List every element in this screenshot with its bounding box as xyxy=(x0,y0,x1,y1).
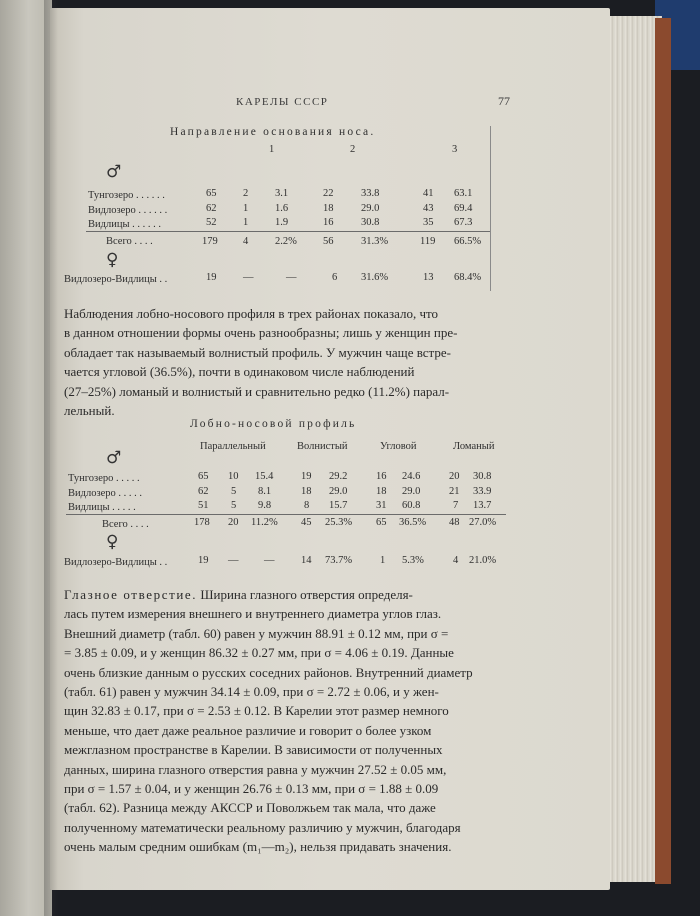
running-title: КАРЕЛЫ СССР xyxy=(236,96,329,108)
table-cell: — xyxy=(286,272,297,283)
table-cell: 41 xyxy=(423,188,434,199)
table-cell: 20 xyxy=(228,517,239,528)
table-cell: 33.9 xyxy=(473,486,492,497)
table-cell: 7 xyxy=(453,500,459,511)
table-cell: — xyxy=(228,555,239,566)
table-caption: Направление основания носа. xyxy=(170,126,376,138)
text-line: межглазном пространстве в Карелии. В зависимости от полученных xyxy=(64,742,443,758)
table-cell: 18 xyxy=(323,203,334,214)
column-group-header: Угловой xyxy=(380,441,417,452)
row-label: Видлицы . . . . . . xyxy=(88,219,161,230)
table-cell: 15.7 xyxy=(329,500,348,511)
table-cell: 62 xyxy=(206,203,217,214)
table-cell: 33.8 xyxy=(361,188,380,199)
table-cell: 2.2% xyxy=(275,236,297,247)
table-cell: 179 xyxy=(202,236,218,247)
table-cell: 65 xyxy=(206,188,217,199)
row-label: Видлозеро-Видлицы . . xyxy=(64,274,168,285)
book-page xyxy=(50,8,610,890)
table-cell: 3.1 xyxy=(275,188,289,199)
text-fragment: Ширина глазного отверстия определя- xyxy=(200,587,413,602)
page-number: 77 xyxy=(498,94,510,108)
table-cell: 18 xyxy=(301,486,312,497)
table-cell: 13.7 xyxy=(473,500,492,511)
text-line xyxy=(64,585,530,604)
table-cell: 4 xyxy=(453,555,459,566)
table-cell: 52 xyxy=(206,217,217,228)
table-cell: 36.5% xyxy=(399,517,427,528)
table-cell: 1 xyxy=(243,203,249,214)
column-group-header: 1 xyxy=(269,144,275,155)
table-cell: 22 xyxy=(323,188,334,199)
table-cell: 31.3% xyxy=(361,236,389,247)
text-line: обладает так называемый волнистый профиль. У мужчин чаще встре- xyxy=(64,344,451,360)
table-cell: 6 xyxy=(332,272,338,283)
table-cell: 5.3% xyxy=(402,555,424,566)
table-cell: 19 xyxy=(206,272,217,283)
table-cell: 24.6 xyxy=(402,471,421,482)
text-line: лельный. xyxy=(64,403,115,419)
book-cover-edge xyxy=(655,18,671,884)
text-line: = 3.85 ± 0.09, и у женщин 86.32 ± 0.27 мм, при σ = 4.06 ± 0.19. Данные xyxy=(64,645,454,661)
text-line: в данном отношении формы очень разнообразны; лишь у женщин пре- xyxy=(64,325,458,341)
table-cell: 14 xyxy=(301,555,312,566)
table-cell: 27.0% xyxy=(469,517,497,528)
table-cell: 16 xyxy=(323,217,334,228)
text-line: (табл. 62). Разница между АКССР и Поволжьем так мала, что даже xyxy=(64,800,436,816)
text-line: меньше, что дает даже реальное различие и говорит о более узком xyxy=(64,722,432,738)
table-cell: 16 xyxy=(376,471,387,482)
table-cell: 5 xyxy=(231,500,237,511)
text-line: очень близкие данным о русских соседних районов. Внутренний диаметр xyxy=(64,664,473,680)
male-symbol: ♂ xyxy=(106,448,122,468)
table-cell: 60.8 xyxy=(402,500,421,511)
table-cell: 8.1 xyxy=(258,486,272,497)
table-rule xyxy=(86,231,490,232)
table-cell: 67.3 xyxy=(454,217,473,228)
table-cell: 1 xyxy=(243,217,249,228)
table-cell: 48 xyxy=(449,517,460,528)
table-cell: 9.8 xyxy=(258,500,272,511)
row-label: Видлозеро . . . . . . xyxy=(88,205,168,216)
table-cell: 56 xyxy=(323,236,334,247)
table-cell: 178 xyxy=(194,517,210,528)
table-cell: 29.2 xyxy=(329,471,348,482)
text-line: (табл. 61) равен у мужчин 34.14 ± 0.09, при σ = 2.72 ± 0.06, и у жен- xyxy=(64,684,439,700)
row-label: Видлозеро-Видлицы . . xyxy=(64,557,168,568)
table-cell: 29.0 xyxy=(329,486,348,497)
table-cell: 66.5% xyxy=(454,236,482,247)
text-line: чается угловой (36.5%), почти в одинаковом числе наблюдений xyxy=(64,364,415,380)
table-cell: 10 xyxy=(228,471,239,482)
column-group-header: 2 xyxy=(350,144,356,155)
male-symbol: ♂ xyxy=(106,162,122,182)
total-row-label: Всего . . . . xyxy=(106,236,153,247)
row-label: Видлицы . . . . . xyxy=(68,502,136,513)
table-cell: 30.8 xyxy=(473,471,492,482)
table-cell: 19 xyxy=(301,471,312,482)
section-heading: Глазное отверстие. xyxy=(64,587,198,602)
table-cell: 119 xyxy=(420,236,436,247)
table-cell: — xyxy=(264,555,275,566)
table-cell: 5 xyxy=(231,486,237,497)
table-cell: 62 xyxy=(198,486,209,497)
table-cell: 18 xyxy=(376,486,387,497)
table-cell: 65 xyxy=(198,471,209,482)
table-cell: 43 xyxy=(423,203,434,214)
text-line: данных, ширина глазного отверстия равна у мужчин 27.52 ± 0.05 мм, xyxy=(64,761,447,777)
table-rule xyxy=(66,514,506,515)
table-cell: 8 xyxy=(304,500,310,511)
table-cell: 63.1 xyxy=(454,188,473,199)
text-line: очень малым средним ошибкам (m₁—m₂), нельзя придавать значения. xyxy=(64,839,452,855)
column-group-header: Ломаный xyxy=(453,441,495,452)
table-cell: 65 xyxy=(376,517,387,528)
row-label: Тунгозеро . . . . . . xyxy=(88,190,165,201)
text-line: щин 32.83 ± 0.17, при σ = 2.53 ± 0.12. В Карелии этот размер немного xyxy=(64,703,449,719)
table-cell: 31 xyxy=(376,500,387,511)
text-line: Наблюдения лобно-носового профиля в трех районах показало, что xyxy=(64,306,438,321)
table-cell: — xyxy=(243,272,254,283)
paragraph-profile xyxy=(64,304,526,420)
female-symbol: ♀ xyxy=(106,250,119,270)
text-line: при σ = 1.57 ± 0.04, и у женщин 26.76 ± 0.13 мм, при σ = 1.88 ± 0.09 xyxy=(64,781,439,797)
table-cell: 45 xyxy=(301,517,312,528)
column-group-header: Параллельный xyxy=(200,441,266,452)
table-caption: Лобно-носовой профиль xyxy=(190,418,357,430)
table-cell: 20 xyxy=(449,471,460,482)
table-cell: 1.6 xyxy=(275,203,289,214)
table-cell: 73.7% xyxy=(325,555,353,566)
text-line: (27–25%) ломаный и волнистый и сравнительно редко (11.2%) парал- xyxy=(64,383,450,399)
table-cell: 1 xyxy=(380,555,386,566)
table-cell: 21 xyxy=(449,486,460,497)
table-cell: 68.4% xyxy=(454,272,482,283)
text-line: лась путем измерения внешнего и внутреннего диаметра углов глаз. xyxy=(64,606,442,622)
column-group-header: 3 xyxy=(452,144,458,155)
table-cell: 21.0% xyxy=(469,555,497,566)
table-cell: 35 xyxy=(423,217,434,228)
table-right-border xyxy=(490,126,491,291)
table-cell: 15.4 xyxy=(255,471,274,482)
table-cell: 29.0 xyxy=(402,486,421,497)
table-cell: 30.8 xyxy=(361,217,380,228)
paragraph-eye-opening xyxy=(64,585,530,857)
table-cell: 31.6% xyxy=(361,272,389,283)
page-stack-edge xyxy=(604,16,662,882)
text-line: Внешний диаметр (табл. 60) равен у мужчин 88.91 ± 0.12 мм, при σ = xyxy=(64,625,449,641)
table-cell: 69.4 xyxy=(454,203,473,214)
text-line: полученному математически реальному различию у мужчин, благодаря xyxy=(64,819,461,835)
column-group-header: Волнистый xyxy=(297,441,348,452)
table-cell: 11.2% xyxy=(251,517,278,528)
book-gutter-shadow xyxy=(44,0,58,916)
row-label: Тунгозеро . . . . . xyxy=(68,473,140,484)
table-cell: 19 xyxy=(198,555,209,566)
table-cell: 51 xyxy=(198,500,209,511)
table-cell: 4 xyxy=(243,236,249,247)
row-label: Видлозеро . . . . . xyxy=(68,488,143,499)
table-cell: 13 xyxy=(423,272,434,283)
table-cell: 29.0 xyxy=(361,203,380,214)
table-cell: 25.3% xyxy=(325,517,353,528)
female-symbol: ♀ xyxy=(106,532,119,552)
total-row-label: Всего . . . . xyxy=(102,519,149,530)
table-cell: 1.9 xyxy=(275,217,289,228)
table-cell: 2 xyxy=(243,188,249,199)
